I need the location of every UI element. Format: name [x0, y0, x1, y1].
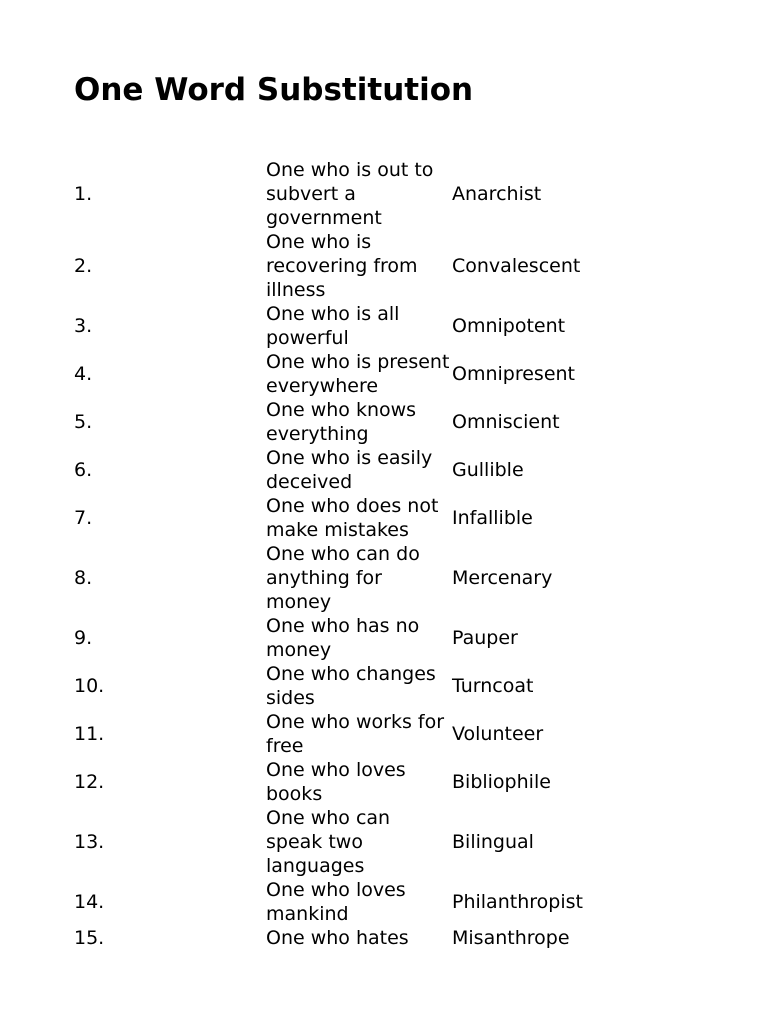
row-number: 10.	[74, 675, 105, 697]
row-number: 7.	[74, 507, 93, 529]
row-description: One who hates	[266, 927, 409, 949]
row-number: 8.	[74, 567, 93, 589]
row-description: One who changes sides	[266, 663, 436, 709]
row-word: Bibliophile	[452, 771, 551, 793]
row-word: Volunteer	[452, 723, 544, 745]
row-word: Bilingual	[452, 831, 534, 853]
row-description: One who knows everything	[266, 399, 417, 445]
table-row	[74, 302, 692, 350]
row-word: Turncoat	[452, 675, 534, 697]
row-number: 4.	[74, 363, 93, 385]
row-number: 13.	[74, 831, 105, 853]
row-description: One who is easily deceived	[266, 447, 433, 493]
row-word: Omnipresent	[452, 363, 576, 385]
table-row	[74, 662, 692, 710]
row-number: 2.	[74, 255, 93, 277]
row-word: Misanthrope	[452, 927, 570, 949]
table-row	[74, 230, 692, 302]
row-word: Gullible	[452, 459, 524, 481]
row-description: One who is all powerful	[266, 303, 400, 349]
row-number: 3.	[74, 315, 93, 337]
row-description: One who is out to subvert a government	[266, 159, 434, 229]
row-number: 5.	[74, 411, 93, 433]
row-number: 1.	[74, 183, 93, 205]
row-word: Omnipotent	[452, 315, 566, 337]
table-row	[74, 926, 692, 950]
row-number: 11.	[74, 723, 105, 745]
table-row	[74, 494, 692, 542]
row-word: Omniscient	[452, 411, 560, 433]
row-word: Anarchist	[452, 183, 542, 205]
row-number: 9.	[74, 627, 93, 649]
row-number: 14.	[74, 891, 105, 913]
row-description: One who is recovering from illness	[266, 231, 418, 301]
row-number: 6.	[74, 459, 93, 481]
row-description: One who has no money	[266, 615, 420, 661]
table-row	[74, 878, 692, 926]
row-number: 15.	[74, 927, 105, 949]
row-word: Mercenary	[452, 567, 553, 589]
table-row	[74, 806, 692, 878]
row-description: One who loves books	[266, 759, 406, 805]
table-row	[74, 614, 692, 662]
table-row	[74, 446, 692, 494]
row-description: One who does not make mistakes	[266, 495, 439, 541]
table-row	[74, 758, 692, 806]
table-row	[74, 710, 692, 758]
table-row	[74, 158, 692, 230]
table-row	[74, 542, 692, 614]
row-description: One who is present everywhere	[266, 351, 450, 397]
row-description: One who can speak two languages	[266, 807, 391, 877]
row-description: One who loves mankind	[266, 879, 406, 925]
page-title: One Word Substitution	[74, 72, 474, 108]
row-description: One who can do anything for money	[266, 543, 420, 613]
row-word: Infallible	[452, 507, 533, 529]
row-number: 12.	[74, 771, 105, 793]
row-word: Convalescent	[452, 255, 581, 277]
substitution-table	[74, 158, 692, 950]
table-row	[74, 350, 692, 398]
row-description: One who works for free	[266, 711, 445, 757]
row-word: Pauper	[452, 627, 518, 649]
row-word: Philanthropist	[452, 891, 583, 913]
table-row	[74, 398, 692, 446]
